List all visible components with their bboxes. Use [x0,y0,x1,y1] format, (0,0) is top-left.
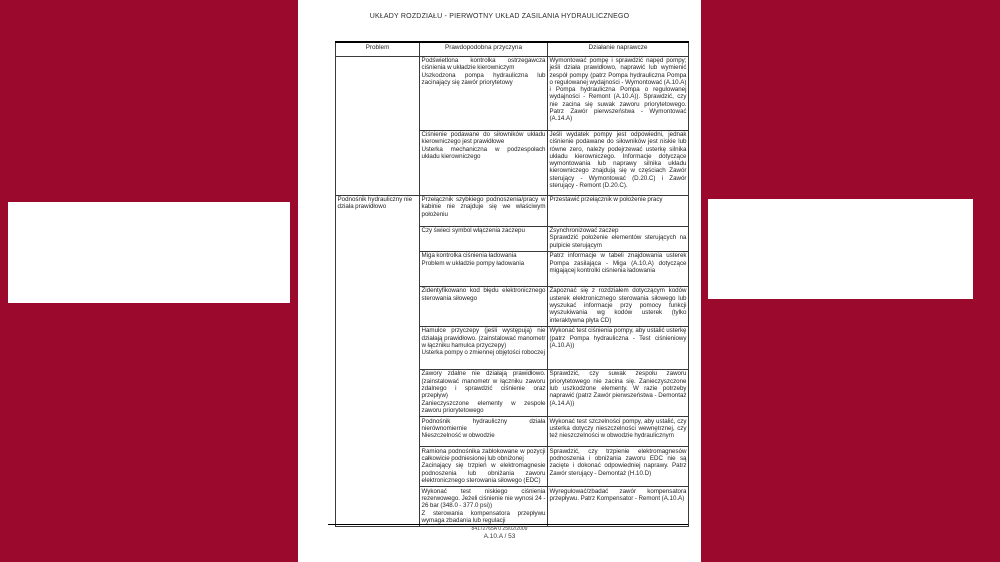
remedy-paragraph: Wymontować pompę i sprawdzić napęd pompy; jeśli działa prawidłowo, naprawić lub wymienić zespół pompy (patrz Pompa hydrauliczna Pompa o regulowanej wydajności - Wymontować (A.10.A) i Pompa hydrauliczna Pompa o regulowanej wydajności - Remont (A.10.A)). Sprawdzić, czy nie zacina się suwak zaworu priorytetowego. Patrz Zawór pierwszeństwa - Wymontować (A.14.A) [549,57,687,123]
remedy-paragraph: Patrz informacje w tabeli znajdowania usterek Pompa zasilająca - Miga (A.10.A) dotyczące migającej kontrolki ciśnienia ładowania [549,252,687,274]
cause-paragraph: Zawory zdalne nie działają prawidłowo. (zainstalować manometr w łączniku zaworu zdalnego i sprawdzić ciśnienie oraz przepływ) [421,370,546,400]
table-row [336,195,689,226]
remedy-cell [548,130,689,195]
cause-paragraph: Zanieczyszczone elementy w zespole zaworu priorytetowego [421,399,546,414]
table-body [336,56,689,527]
table-header-row [336,42,689,56]
remedy-paragraph: Przestawić przełącznik w położenie pracy [549,196,663,203]
cause-paragraph: Ramiona podnośnika zablokowane w pozycji całkowicie podniesionej lub obniżonej [421,447,546,462]
cause-paragraph: Problem w układzie pompy ładowania [421,259,525,267]
remedy-cell [548,286,689,326]
table-header [336,42,689,56]
column-header: Prawdopodobna przyczyna [420,42,548,56]
remedy-paragraph: Zapoznać się z rozdziałem dotyczącym kodów usterek elektronicznego sterowania siłowego lub wyszukać informacje przy pomocy funkcji wyszukiwania wg kodów usterek (tylko interaktywna płyta CD) [549,287,687,324]
cause-paragraph: Usterka mechaniczna w podzespołach układu kierowniczego [421,145,546,160]
cause-paragraph: Miga kontrolka ciśnienia ładowania [421,252,517,260]
remedy-paragraph: Wykonać test szczelności pompy, aby ustalić, czy usterka dotyczy nieszczelności wewnętrznej, czy też nieszczelności w obwodzie hydraulicznym [549,417,687,440]
cause-cell [420,286,548,326]
cause-paragraph: Zacinający się trzpień w elektromagnesie podnoszenia lub obniżania zaworu elektronicznego sterowania siłowego (EDC) [421,462,546,484]
remedy-cell [548,251,689,286]
troubleshooting-table [335,41,689,527]
problem-cell [336,195,420,527]
cause-cell [420,417,548,447]
remedy-paragraph: Jeśli wydatek pompy jest odpowiedni, jednak ciśnienie podawane do siłowników jest niskie lub równe zero, należy podejrzewać usterkę silnika układu kierowniczego. Informacje dotyczące wymontowania lub naprawy silnika układu kierowniczego znajdują się w częściach Zawór sterujący - Wymontować (D.20.C) i Zawór sterujący - Remont (D.20.C). [549,131,687,190]
cause-paragraph: Nieszczelność w obwodzie [421,432,495,440]
right-blank-panel [708,199,973,299]
remedy-cell [548,417,689,447]
cause-paragraph: Przełącznik szybkiego podnoszenia/pracy w kabinie nie znajduje się we właściwym położeniu [421,196,546,218]
cause-paragraph: Czy świeci symbol włączenia zaczepu [421,227,525,234]
cause-paragraph: Usterka pompy o zmiennej objętości roboczej [421,349,545,357]
cause-cell [420,130,548,195]
cause-paragraph: Hamulce przyczepy (jeśli występują) nie działają prawidłowo. (zainstalować manometr w łączniku hamulca przyczepy) [421,327,546,349]
column-header: Problem [336,42,420,56]
cause-paragraph: Podnośnik hydrauliczny działa nierównomiernie [421,417,546,432]
footer-divider [328,524,688,525]
remedy-cell [548,447,689,487]
cause-paragraph: Ciśnienie podawane do siłowników układu kierowniczego jest prawidłowe [421,131,546,146]
remedy-cell [548,195,689,226]
cause-paragraph: Z sterowania kompensatora przepływu wymaga zbadania lub regulacji [421,509,546,524]
table-row [336,56,689,130]
remedy-cell [548,487,689,527]
cause-paragraph: Uszkodzona pompa hydrauliczna lub zacinający się zawór priorytetowy [421,71,546,86]
cause-cell [420,487,548,527]
cause-paragraph: Wykonać test niskiego ciśnienia rezerwowego. Jeżeli ciśnienie nie wynosi 24 - 26 bar (348.0 - 377.0 psi)) [421,487,546,510]
remedy-paragraph: Wyregulować/zbadać zawór kompensatora przepływu. Patrz Kompensator - Remont (A.10.A) [549,487,687,502]
cause-paragraph: Podświetlona kontrolka ostrzegawcza ciśnienia w układzie kierowniczym [421,57,546,72]
remedy-cell [548,56,689,130]
cause-cell [420,226,548,251]
cause-cell [420,369,548,416]
remedy-paragraph: Sprawdzić położenie elementów sterujących na pulpicie sterującym [549,234,687,249]
column-header: Działanie naprawcze [548,42,689,56]
cause-paragraph: Zidentyfikowano kod błędu elektronicznego sterowania siłowego [421,287,546,302]
remedy-cell [548,226,689,251]
cause-cell [420,326,548,369]
remedy-cell [548,326,689,369]
page-title: UKŁADY ROZDZIAŁU - PIERWOTNY UKŁAD ZASILANIA HYDRAULICZNEGO [369,13,630,20]
remedy-paragraph: Zsynchronizować zaczep [549,227,619,234]
remedy-paragraph: Sprawdzić, czy trzpienie elektromagnesów podnoszenia i obniżania zaworu EDC nie są zacięte i dokonać odpowiedniej naprawy. Patrz Zawór sterujący - Demontaż (H.10.D) [549,447,687,477]
cause-cell [420,251,548,286]
footer-page-number: A.10.A / 53 [483,533,516,540]
problem-text: Podnośnik hydrauliczny nie działa prawidłowo [337,196,413,211]
cause-cell [420,56,548,130]
cause-cell [420,195,548,226]
left-blank-panel [8,202,290,303]
cause-cell [420,447,548,487]
footer-document-reference: 84172765A 0 25/02/2009 [471,526,528,532]
problem-cell [336,56,420,195]
remedy-cell [548,369,689,416]
remedy-paragraph: Wykonać test ciśnienia pompy, aby ustalić usterkę (patrz Pompa hydrauliczna - Test ciśnieniowy (A.10.A)) [549,327,687,349]
remedy-paragraph: Sprawdzić, czy suwak zespołu zaworu priorytetowego nie zacina się. Zanieczyszczone lub uszkodzone elementy. W razie potrzeby naprawić (patrz Zawór pierwszeństwa - Demontaż (A.14.A)) [549,370,687,407]
document-page [298,0,701,562]
